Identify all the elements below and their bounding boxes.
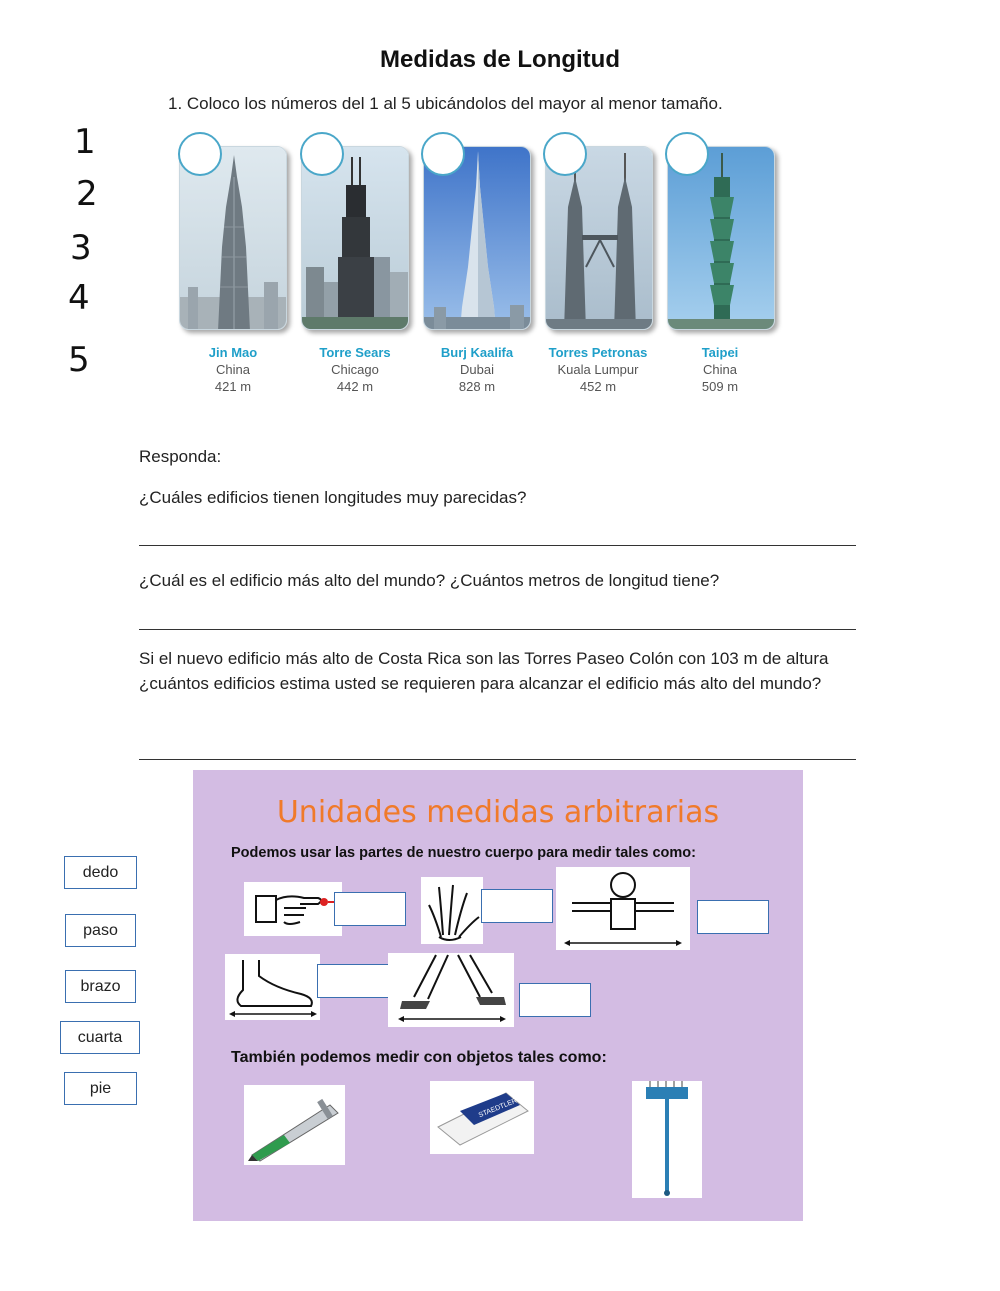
finger-image xyxy=(244,882,342,936)
word-tile-pie[interactable]: pie xyxy=(64,1072,137,1105)
side-number-3[interactable]: 3 xyxy=(70,228,92,268)
building-name: Taipei xyxy=(701,345,739,360)
word-tile-paso[interactable]: paso xyxy=(65,914,136,947)
building-place: Chicago xyxy=(331,362,379,377)
building-place: Dubai xyxy=(460,362,494,377)
body-parts-subtitle: Podemos usar las partes de nuestro cuerpo para medir tales como: xyxy=(231,845,696,861)
eraser-image xyxy=(430,1081,534,1154)
building-caption-jin-mao xyxy=(173,344,293,395)
rank-circle-jin-mao[interactable] xyxy=(178,132,222,176)
rank-circle-torres-petronas[interactable] xyxy=(543,132,587,176)
broom-image xyxy=(632,1081,702,1198)
building-place: Kuala Lumpur xyxy=(557,362,639,377)
building-caption-torre-sears xyxy=(295,344,415,395)
drop-box-step[interactable] xyxy=(519,983,591,1017)
pen-image xyxy=(244,1085,345,1165)
drop-box-foot[interactable] xyxy=(317,964,389,998)
responda-heading: Responda: xyxy=(139,447,222,466)
side-number-1[interactable]: 1 xyxy=(74,122,96,162)
building-caption-taipei xyxy=(660,344,780,395)
building-height: 509 m xyxy=(701,379,739,394)
instruction-text: 1. Coloco los números del 1 al 5 ubicándolos del mayor al menor tamaño. xyxy=(168,94,723,113)
drop-box-hand[interactable] xyxy=(481,889,553,923)
building-name: Burj Kaalifa xyxy=(440,345,514,360)
eraser-brand-text: STAEDTLER xyxy=(477,1097,519,1120)
building-caption-torres-petronas xyxy=(538,344,658,395)
question-3: Si el nuevo edificio más alto de Costa Rica son las Torres Paseo Colón con 103 m de altura ¿cuántos edificios estima usted se requieren para alcanzar el edificio más alto del mundo? xyxy=(139,649,829,693)
rank-circle-taipei[interactable] xyxy=(665,132,709,176)
building-name: Torre Sears xyxy=(319,345,391,360)
page-title: Medidas de Longitud xyxy=(380,46,620,73)
building-height: 452 m xyxy=(579,379,617,394)
drop-box-finger[interactable] xyxy=(334,892,406,926)
side-number-4[interactable]: 4 xyxy=(68,278,90,318)
word-tile-cuarta[interactable]: cuarta xyxy=(60,1021,140,1054)
building-place: China xyxy=(216,362,250,377)
answer-line-2[interactable] xyxy=(139,629,856,630)
building-name: Jin Mao xyxy=(208,345,258,360)
drop-box-arms[interactable] xyxy=(697,900,769,934)
building-caption-burj-kaalifa xyxy=(417,344,537,395)
side-number-5[interactable]: 5 xyxy=(68,340,90,380)
foot-image xyxy=(225,954,320,1020)
units-panel-title: Unidades medidas arbitrarias xyxy=(276,795,720,830)
building-height: 442 m xyxy=(336,379,374,394)
step-image xyxy=(388,953,514,1027)
question-1: ¿Cuáles edificios tienen longitudes muy parecidas? xyxy=(139,488,527,507)
question-2: ¿Cuál es el edificio más alto del mundo? ¿Cuántos metros de longitud tiene? xyxy=(139,571,720,590)
word-tile-brazo[interactable]: brazo xyxy=(65,970,136,1003)
building-height: 421 m xyxy=(214,379,252,394)
side-number-2[interactable]: 2 xyxy=(76,174,98,214)
building-height: 828 m xyxy=(458,379,496,394)
rank-circle-torre-sears[interactable] xyxy=(300,132,344,176)
arm-span-image xyxy=(556,867,690,950)
word-tile-dedo[interactable]: dedo xyxy=(64,856,137,889)
building-name: Torres Petronas xyxy=(548,345,648,360)
hand-span-image xyxy=(421,877,483,944)
answer-line-1[interactable] xyxy=(139,545,856,546)
rank-circle-burj-kaalifa[interactable] xyxy=(421,132,465,176)
objects-subtitle: También podemos medir con objetos tales como: xyxy=(231,1049,607,1066)
building-place: China xyxy=(703,362,737,377)
answer-line-3[interactable] xyxy=(139,759,856,760)
